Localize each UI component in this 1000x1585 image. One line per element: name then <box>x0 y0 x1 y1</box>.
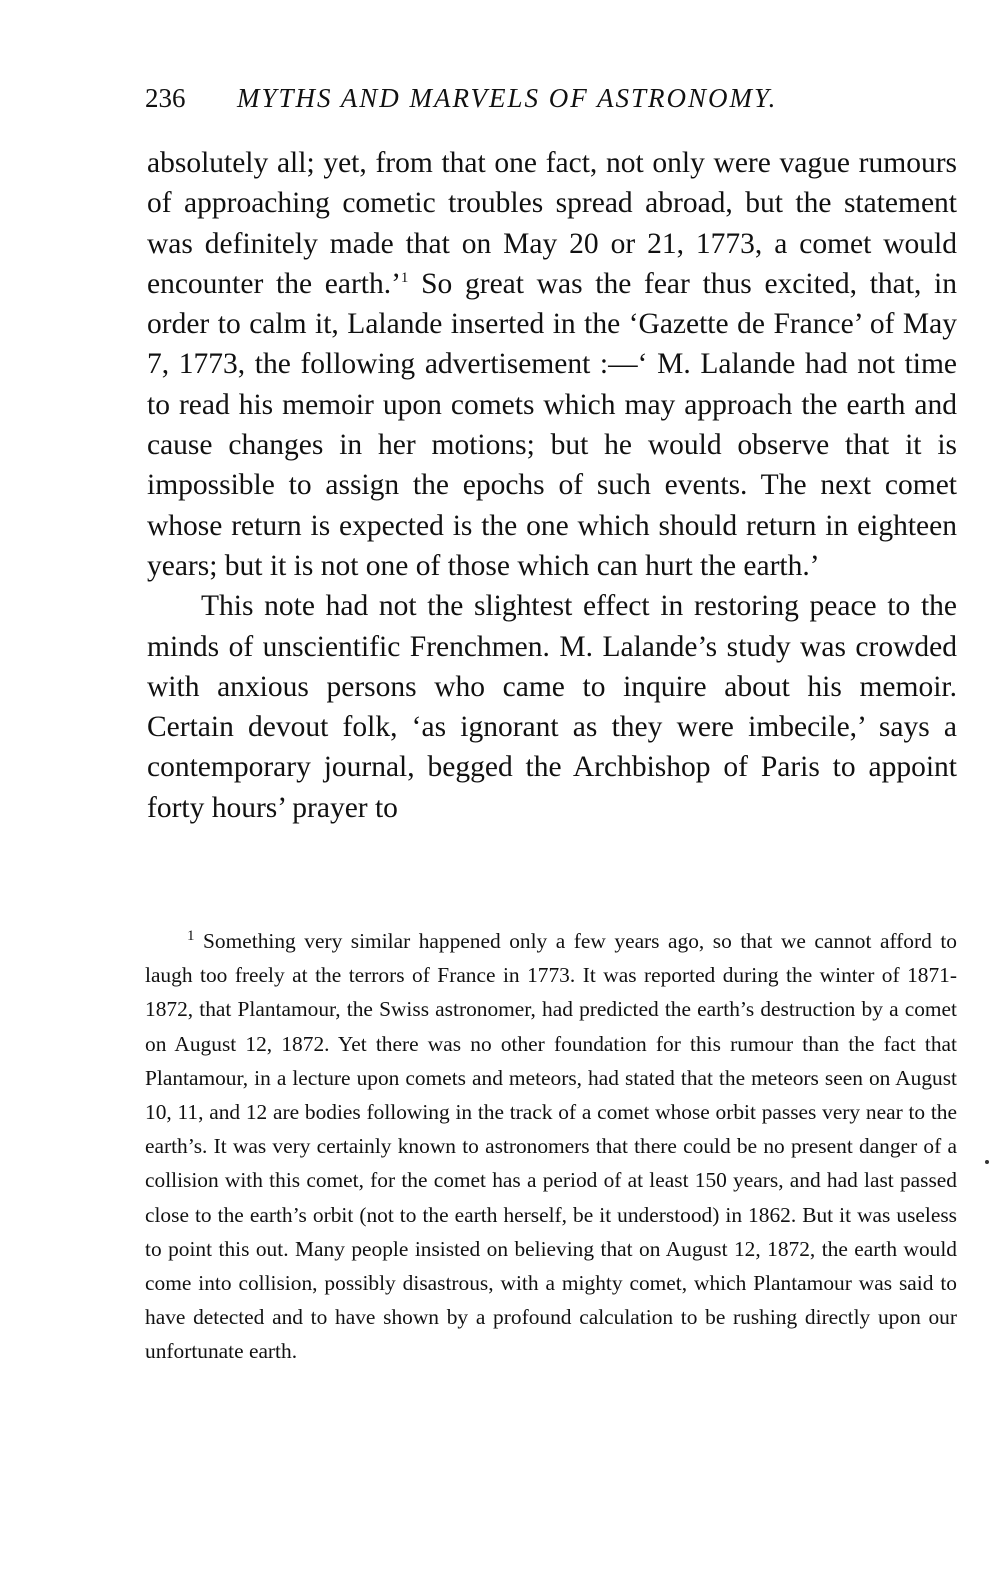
running-title: MYTHS AND MARVELS OF ASTRONOMY. <box>237 83 778 113</box>
paragraph-1-text: absolutely all; yet, from that one fact, not only were vague rumours of approaching cometic troubles spread abroad, but the statement was definitely made that on May 20 or 21, 1773, a comet would encounter the earth.’ <box>147 147 957 300</box>
footnote-text: Something very similar happened only a few years ago, so that we cannot afford to laugh too freely at the terrors of France in 1773. It was reported during the winter of 1871-1872, that Plantamour, the Swiss astronomer, had predicted the earth’s destruction by a comet on August 12, 1872. Yet there was no other foundation for this rumour than the fact that Plantamour, in a lecture upon comets and meteors, had stated that the meteors seen on August 10, 11, and 12 are bodies following in the track of a comet whose orbit passes very near to the earth’s. It was very certainly known to astronomers that there could be no present danger of a collision with this comet, for the comet has a period of at least 150 years, and had last passed close to the earth’s orbit (not to the earth herself, be it understood) in 1862. But it was useless to point this out. Many people insisted on believing that on August 12, 1872, the earth would come into collision, possibly disastrous, with a mighty comet, which Plantamour was said to have detected and to have shown by a profound calculation to be rushing directly upon our unfortunate earth. <box>145 929 957 1364</box>
running-head <box>145 78 957 118</box>
paragraph-1 <box>147 143 957 586</box>
footnote <box>145 924 957 1369</box>
footnote-marker: 1 <box>187 927 195 944</box>
paragraph-2: This note had not the slightest effect in restoring peace to the minds of unscientific Frenchmen. M. Lalande’s study was crowded with anxious persons who came to inquire about his memoir. Certain devout folk, ‘as ignorant as they were imbecile,’ says a contemporary journal, begged the Archbishop of Paris to appoint forty hours’ prayer to <box>147 590 957 824</box>
page-number: 236 <box>145 83 186 113</box>
footnote-paragraph <box>145 924 957 1369</box>
paragraph-1-continuation: So great was the fear thus excited, that, in order to calm it, Lalande inserted in the ‘Gazette de France’ of May 7, 1773, the following advertisement :—‘ M. Lalande had not time to read his memoir upon comets which may approach the earth and cause changes in her motions; but he would observe that it is impossible to assign the epochs of such events. The next comet whose return is expected is the one which should return in eighteen years; but it is not one of those which can hurt the earth.’ <box>147 267 957 582</box>
footnote-reference: 1 <box>400 270 409 287</box>
main-text <box>147 143 957 828</box>
scan-speck <box>985 1160 989 1164</box>
